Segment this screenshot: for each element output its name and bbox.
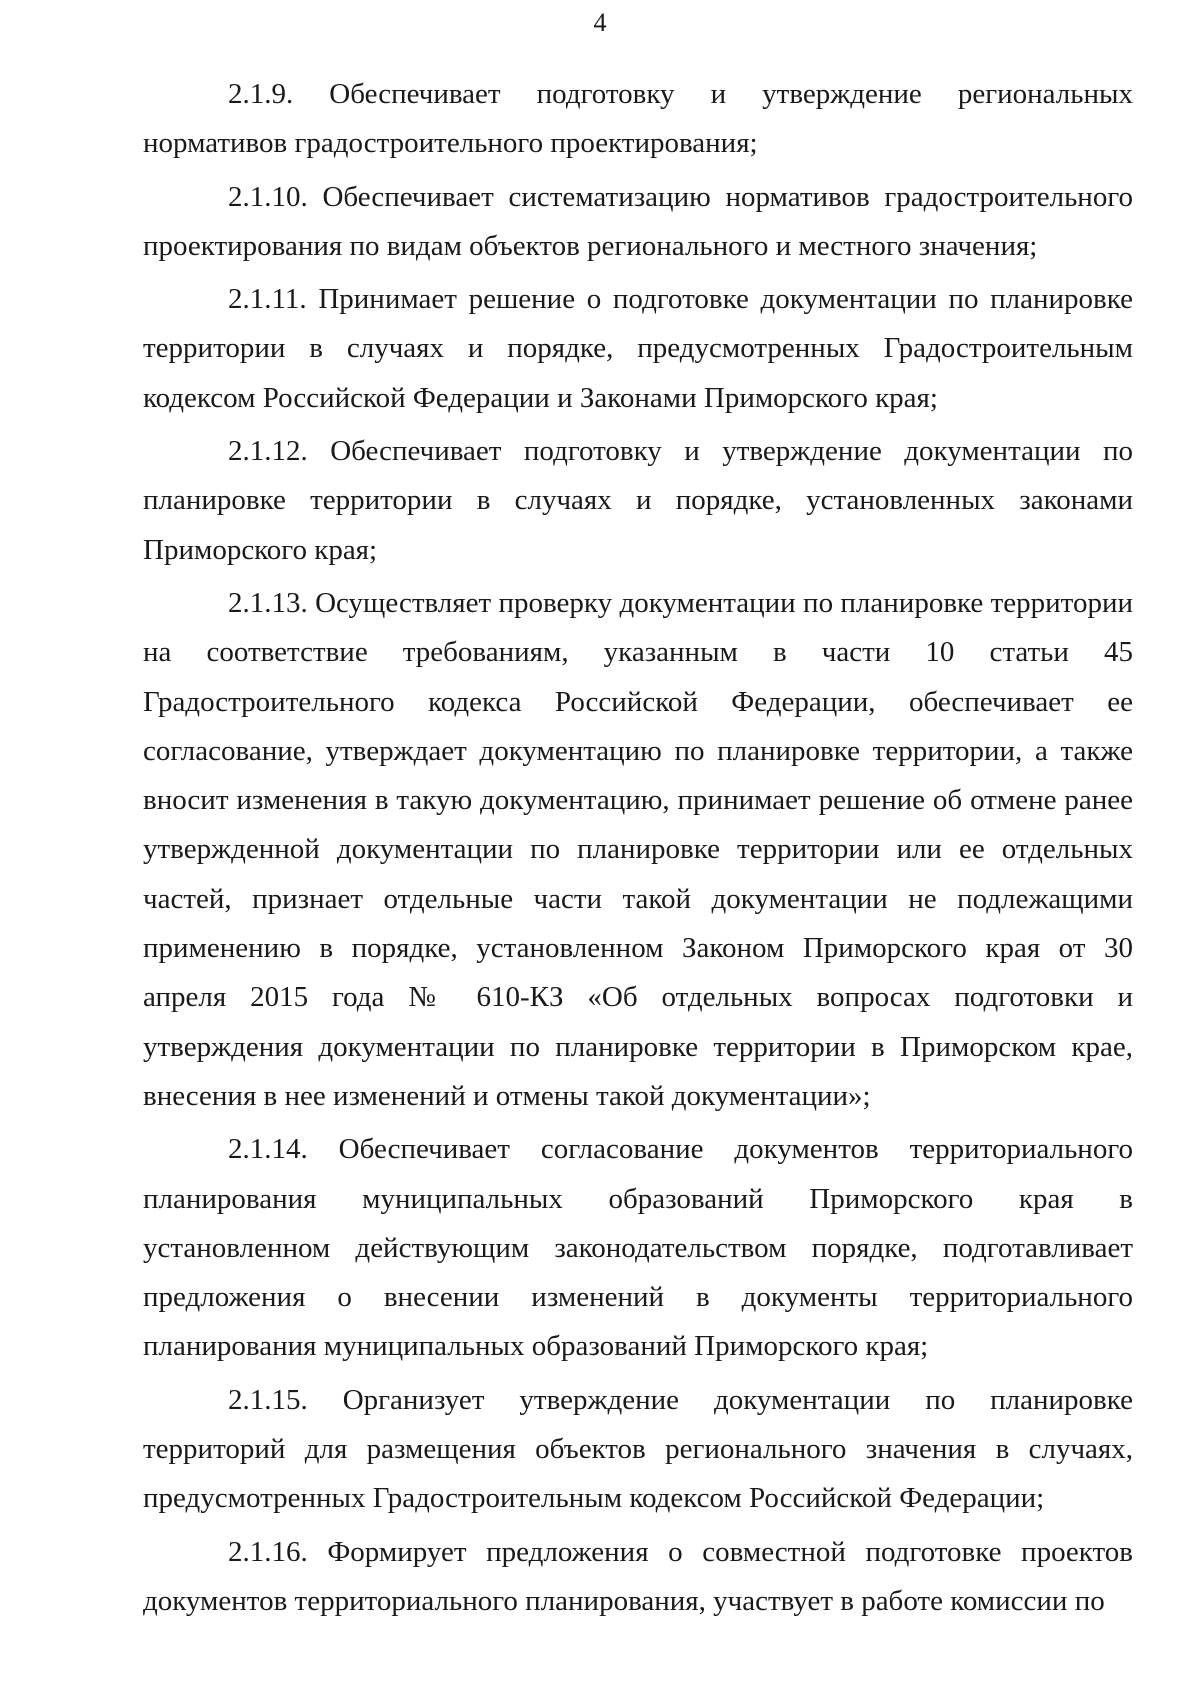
paragraph-2-1-9: 2.1.9. Обеспечивает подготовку и утверждение региональных нормативов градостроительного проектирования; [143,78,1133,160]
page-number: 4 [593,8,607,37]
paragraph-2-1-16: 2.1.16. Формирует предложения о совместной подготовке проектов документов территориального планирования, участвует в работе комиссии по [143,1535,1133,1617]
paragraph-2-1-15: 2.1.15. Организует утверждение документации по планировке территорий для размещения объектов регионального значения в случаях, предусмотренных Градостроительным кодексом Российской Федерации; [143,1383,1133,1515]
paragraph-2-1-12: 2.1.12. Обеспечивает подготовку и утверждение документации по планировке территории в случаях и порядке, установленных законами Приморского края; [143,435,1133,566]
paragraph-2-1-10: 2.1.10. Обеспечивает систематизацию нормативов градостроительного проектирования по видам объектов регионального и местного значения; [143,180,1133,262]
document-body [143,70,1133,1630]
paragraph-2-1-11: 2.1.11. Принимает решение о подготовке документации по планировке территории в случаях и порядке, предусмотренных Градостроительным кодексом Российской Федерации и Законами Приморского края; [143,283,1133,414]
paragraph-2-1-14: 2.1.14. Обеспечивает согласование документов территориального планирования муниципальных образований Приморского края в установленном действующим законодательством порядке, подготавливает предложения о внесении изменений в документы территориального планирования муниципальных образований Приморского края; [143,1133,1133,1363]
paragraph-2-1-13: 2.1.13. Осуществляет проверку документации по планировке территории на соответствие требованиям, указанным в части 10 статьи 45 Градостроительного кодекса Российской Федерации, обеспечивает ее согласование, утверждает документацию по планировке территории, а также вносит изменения в такую документацию, принимает решение об отмене ранее утвержденной документации по планировке территории или ее отдельных частей, признает отдельные части такой документации не подлежащими применению в порядке, установленном Законом Приморского края от 30 апреля 2015 года № 610-КЗ «Об отдельных вопросах подготовки и утверждения документации по планировке территории в Приморском крае, внесения в нее изменений и отмены такой документации»; [143,586,1133,1112]
